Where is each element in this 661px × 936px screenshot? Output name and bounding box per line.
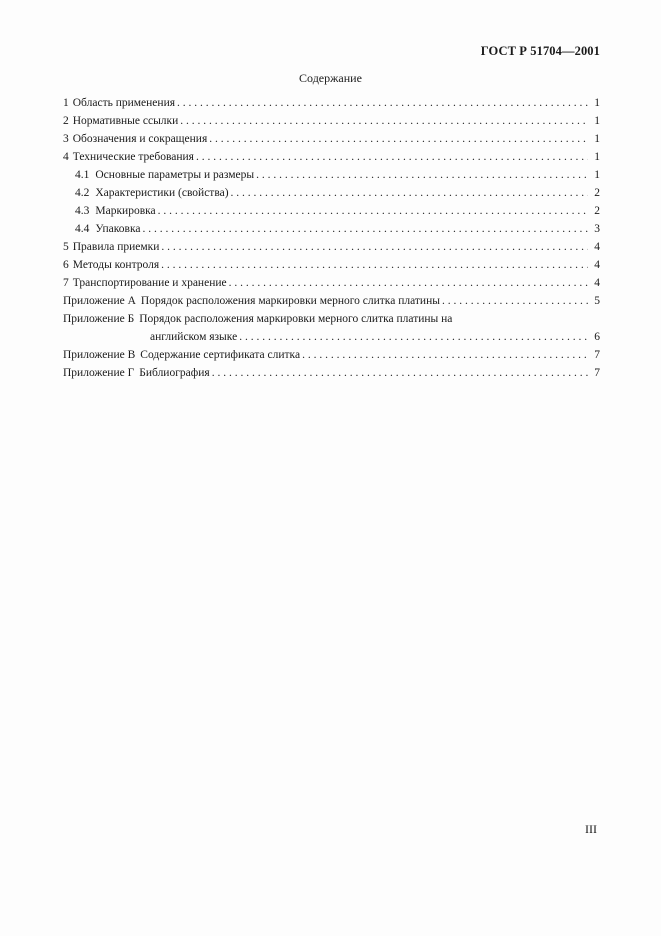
toc-entry-appendix-b-continuation[interactable]: [63, 328, 600, 346]
toc-dot-leader: [239, 328, 588, 346]
toc-entry-appendix-b[interactable]: [63, 310, 600, 328]
toc-entry-label: Библиография: [139, 367, 210, 379]
toc-dot-leader: [212, 364, 588, 382]
toc-entry-number: 4.2: [75, 187, 90, 199]
toc-dot-leader: [442, 292, 588, 310]
toc-entry-number: 4.3: [75, 205, 90, 217]
toc-entry-page: 6: [594, 331, 600, 343]
toc-entry-number: 4: [63, 151, 69, 163]
toc-entry-appendix-g[interactable]: [63, 364, 600, 382]
toc-dot-leader: [161, 256, 588, 274]
toc-entry-page: 5: [594, 295, 600, 307]
toc-entry-label: Технические требования: [72, 151, 194, 163]
toc-entry-page: 7: [594, 349, 600, 361]
toc-entry-page: 1: [594, 115, 600, 127]
toc-entry-label: Правила приемки: [72, 241, 160, 253]
toc-entry-page: 7: [594, 367, 600, 379]
toc-entry-number: 6: [63, 259, 69, 271]
toc-entry-page: 1: [594, 169, 600, 181]
toc-entry-page: 4: [594, 241, 600, 253]
toc-dot-leader: [196, 148, 588, 166]
toc-dot-leader: [142, 220, 588, 238]
toc-entry-label: Методы контроля: [72, 259, 160, 271]
toc-entry-number: 1: [63, 97, 69, 109]
toc-entry-3[interactable]: [63, 130, 600, 148]
toc-entry-4[interactable]: [63, 148, 600, 166]
toc-entry-label: Нормативные ссылки: [72, 115, 179, 127]
toc-entry-number: Приложение В: [63, 349, 136, 361]
toc-entry-page: 1: [594, 151, 600, 163]
toc-entry-number: 4.1: [75, 169, 90, 181]
toc-entry-number: Приложение А: [63, 295, 136, 307]
toc-entry-page: 2: [594, 187, 600, 199]
toc-entry-page: 4: [594, 259, 600, 271]
document-code: ГОСТ Р 51704—2001: [480, 44, 600, 58]
toc-entry-label: Транспортирование и хранение: [72, 277, 227, 289]
toc-dot-leader: [180, 112, 588, 130]
toc-entry-5[interactable]: [63, 238, 600, 256]
table-of-contents: [63, 94, 600, 382]
toc-entry-number: 3: [63, 133, 69, 145]
toc-dot-leader: [209, 130, 588, 148]
toc-entry-label-continuation: английском языке: [150, 331, 238, 343]
toc-dot-leader: [177, 94, 588, 112]
toc-entry-7[interactable]: [63, 274, 600, 292]
toc-entry-label: Область применения: [72, 97, 176, 109]
toc-entry-page: 1: [594, 97, 600, 109]
toc-entry-page: 3: [594, 223, 600, 235]
page-number: III: [585, 822, 597, 836]
toc-entry-label: Маркировка: [95, 205, 156, 217]
toc-entry-number: Приложение Б: [63, 313, 135, 325]
toc-entry-number: 7: [63, 277, 69, 289]
toc-dot-leader: [256, 166, 588, 184]
toc-entry-label: Содержание сертификата слитка: [140, 349, 301, 361]
toc-entry-page: 1: [594, 133, 600, 145]
toc-entry-appendix-v[interactable]: [63, 346, 600, 364]
toc-entry-label: Обозначения и сокращения: [72, 133, 208, 145]
toc-entry-label: Упаковка: [95, 223, 141, 235]
toc-entry-2[interactable]: [63, 112, 600, 130]
toc-entry-4-1[interactable]: [63, 166, 600, 184]
toc-entry-number: 2: [63, 115, 69, 127]
toc-dot-leader: [158, 202, 588, 220]
toc-entry-number: 4.4: [75, 223, 90, 235]
toc-entry-label: Порядок расположения маркировки мерного слитка платины на: [139, 313, 453, 325]
toc-title: Содержание: [299, 71, 362, 85]
toc-dot-leader: [161, 238, 588, 256]
toc-entry-4-2[interactable]: [63, 184, 600, 202]
toc-entry-6[interactable]: [63, 256, 600, 274]
toc-dot-leader: [231, 184, 588, 202]
toc-dot-leader: [229, 274, 588, 292]
toc-entry-4-3[interactable]: [63, 202, 600, 220]
toc-entry-page: 2: [594, 205, 600, 217]
toc-entry-number: Приложение Г: [63, 367, 135, 379]
toc-entry-4-4[interactable]: [63, 220, 600, 238]
toc-entry-1[interactable]: [63, 94, 600, 112]
toc-entry-label: Основные параметры и размеры: [95, 169, 255, 181]
toc-entry-page: 4: [594, 277, 600, 289]
toc-entry-appendix-a[interactable]: [63, 292, 600, 310]
toc-entry-number: 5: [63, 241, 69, 253]
toc-entry-label: Характеристики (свойства): [95, 187, 229, 199]
toc-entry-label: Порядок расположения маркировки мерного слитка платины: [140, 295, 440, 307]
toc-dot-leader: [302, 346, 588, 364]
